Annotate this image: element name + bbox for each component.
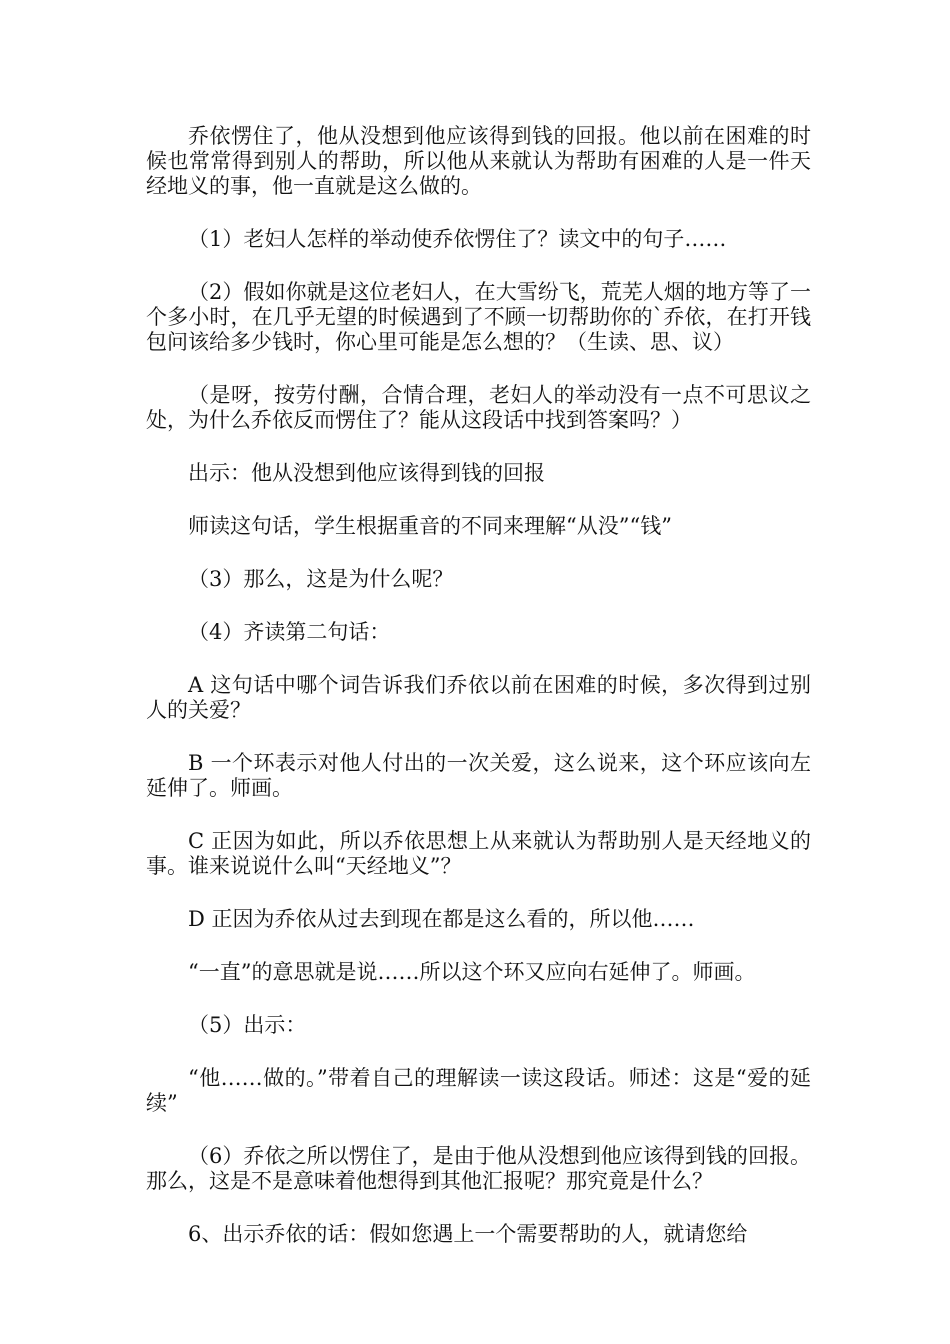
question-3: （3）那么，这是为什么呢？ (188, 567, 454, 591)
item-d: D 正因为乔依从过去到现在都是这么看的，所以他…… (188, 907, 695, 931)
document-page (146, 124, 811, 1275)
yizhi-explanation: “一直”的意思就是说……所以这个环又应向右延伸了。师画。 (188, 960, 756, 984)
teacher-reading-note: 师读这句话，学生根据重音的不同来理解“从没”“钱” (188, 514, 672, 538)
question-6: （6）乔依之所以愣住了，是由于他从没想到他应该得到钱的回报。那么，这是不是意味着他想得到其他汇报呢？那究竟是什么？ (146, 1144, 811, 1193)
paragraph-1: 乔依愣住了，他从没想到他应该得到钱的回报。他以前在困难的时候也常常得到别人的帮助，所以他从来就认为帮助有困难的人是一件天经地义的事，他一直就是这么做的。 (146, 124, 811, 198)
question-5: （5）出示： (188, 1013, 307, 1037)
item-b: B 一个环表示对他人付出的一次关爱，这么说来，这个环应该向左延伸了。师画。 (146, 751, 811, 800)
display-sentence: 出示：他从没想到他应该得到钱的回报 (188, 461, 545, 485)
item-c: C 正因为如此，所以乔依思想上从来就认为帮助别人是天经地义的事。谁来说说什么叫“天经地义”？ (146, 829, 811, 878)
teacher-note-1: （是呀，按劳付酬，合情合理，老妇人的举动没有一点不可思议之处，为什么乔依反而愣住了？能从这段话中找到答案吗？） (146, 383, 811, 432)
question-2: （2）假如你就是这位老妇人，在大雪纷飞，荒芜人烟的地方等了一个多小时，在几乎无望的时候遇到了不顾一切帮助你的`乔依，在打开钱包问该给多少钱时，你心里可能是怎么想的？（生读、思、议） (146, 280, 811, 354)
reading-instruction: “他……做的。”带着自己的理解读一读这段话。师述：这是“爱的延续” (146, 1066, 811, 1115)
step-6: 6、出示乔依的话：假如您遇上一个需要帮助的人，就请您给 (188, 1222, 748, 1246)
item-a: A 这句话中哪个词告诉我们乔依以前在困难的时候，多次得到过别人的关爱？ (146, 673, 811, 722)
question-1: （1）老妇人怎样的举动使乔依愣住了？读文中的句子…… (188, 227, 727, 251)
question-4: （4）齐读第二句话： (188, 620, 391, 644)
